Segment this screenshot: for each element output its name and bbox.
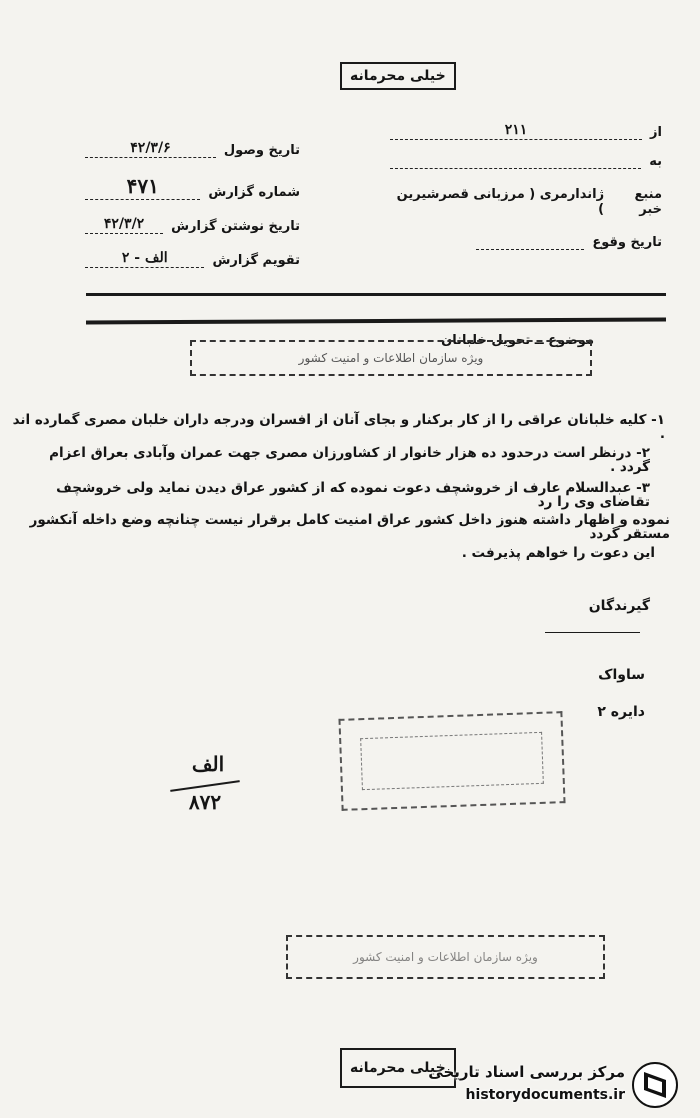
report-number-row xyxy=(85,174,300,200)
recipients-divider xyxy=(545,632,640,633)
to-value xyxy=(390,167,641,169)
classification-label: خیلی محرمانه xyxy=(350,68,446,84)
occurrence-date-label: تاریخ وقوع xyxy=(592,235,662,250)
header-divider-bottom xyxy=(86,317,666,324)
handwritten-annotation-top: الف xyxy=(191,752,225,776)
from-row xyxy=(390,122,662,140)
report-assessment-value: الف - ۲ xyxy=(85,250,204,268)
receipt-date-row xyxy=(85,140,300,158)
para-1: ۱- کلیه خلبانان عراقی را از کار برکنار و بجای آنان از افسران ودرجه داران خلبان مصری گمارده اند . xyxy=(12,412,665,442)
news-source-row xyxy=(390,187,662,217)
receipt-date-label: تاریخ وصول xyxy=(223,143,300,158)
agency-stamp-bottom-text: ویژه سازمان اطلاعات و امنیت کشور xyxy=(353,950,538,964)
report-number-value: ۴۷۱ xyxy=(85,174,200,200)
recipient-item-2: دایره ۲ xyxy=(597,704,645,720)
handwritten-annotation-bottom: ۸۷۲ xyxy=(188,790,222,814)
report-assessment-row xyxy=(85,250,300,268)
header-divider-top xyxy=(86,293,666,296)
agency-stamp-text: ویژه سازمان اطلاعات و امنیت کشور xyxy=(298,351,484,365)
news-source-label: منبع خبر xyxy=(634,187,662,217)
classification-stamp-top xyxy=(340,62,456,90)
subject-value: تحویل خلبانان xyxy=(441,333,531,348)
faded-stamp-inner xyxy=(360,732,544,790)
agency-stamp-bottom xyxy=(286,935,605,979)
report-assessment-label: تقویم گزارش xyxy=(212,253,300,268)
subject-label: موضوع xyxy=(548,333,594,348)
source-block xyxy=(390,122,662,250)
subject-row: موضوع ــ تحویل خلبانان xyxy=(441,333,594,348)
report-writing-date-row xyxy=(85,216,300,234)
faded-stamp xyxy=(338,711,565,811)
from-label: از xyxy=(650,125,662,140)
occurrence-date-row xyxy=(390,235,662,250)
watermark-title: مرکز بررسی اسناد تاریخی xyxy=(428,1063,625,1081)
agency-stamp xyxy=(190,340,592,376)
to-label: به xyxy=(649,154,662,169)
report-writing-date-label: تاریخ نوشتن گزارش xyxy=(171,219,300,234)
news-source-value: ژاندارمری ( مرزبانی قصرشیرین ) xyxy=(396,187,605,217)
receipt-date-value: ۴۲/۳/۶ xyxy=(85,140,216,158)
occurrence-date-value xyxy=(476,248,584,250)
from-value: ۲۱۱ xyxy=(390,122,642,140)
report-number-label: شماره گزارش xyxy=(208,185,300,200)
para-3-line-3: این دعوت را خواهم پذیرفت . xyxy=(461,545,655,561)
to-row xyxy=(390,154,662,169)
recipient-item-1: ساواک xyxy=(598,667,645,683)
report-meta-block xyxy=(85,140,300,268)
report-writing-date-value: ۴۲/۳/۲ xyxy=(85,216,163,234)
para-3-line-1: ۳- عبدالسلام عارف از خروشچف دعوت نموده که از کشور عراق دیدن نماید ولی خروشچف تقاضای وی را رد xyxy=(56,480,650,510)
para-2: ۲- درنظر است درحدود ده هزار خانوار از کشاورزان مصری جهت عمران وآبادی بعراق اعزام گردد . xyxy=(49,445,650,475)
para-3-line-2: نموده و اظهار داشته هنوز داخل کشور عراق امنیت کامل برقرار نیست چنانچه وضع داخله آنکشور مستقر گردد xyxy=(29,512,670,542)
classification-label-bottom: خیلی محرمانه xyxy=(350,1060,446,1076)
watermark-url: historydocuments.ir xyxy=(465,1087,625,1103)
archive-logo-icon xyxy=(630,1060,680,1110)
recipients-title: گیرندگان xyxy=(588,598,650,614)
